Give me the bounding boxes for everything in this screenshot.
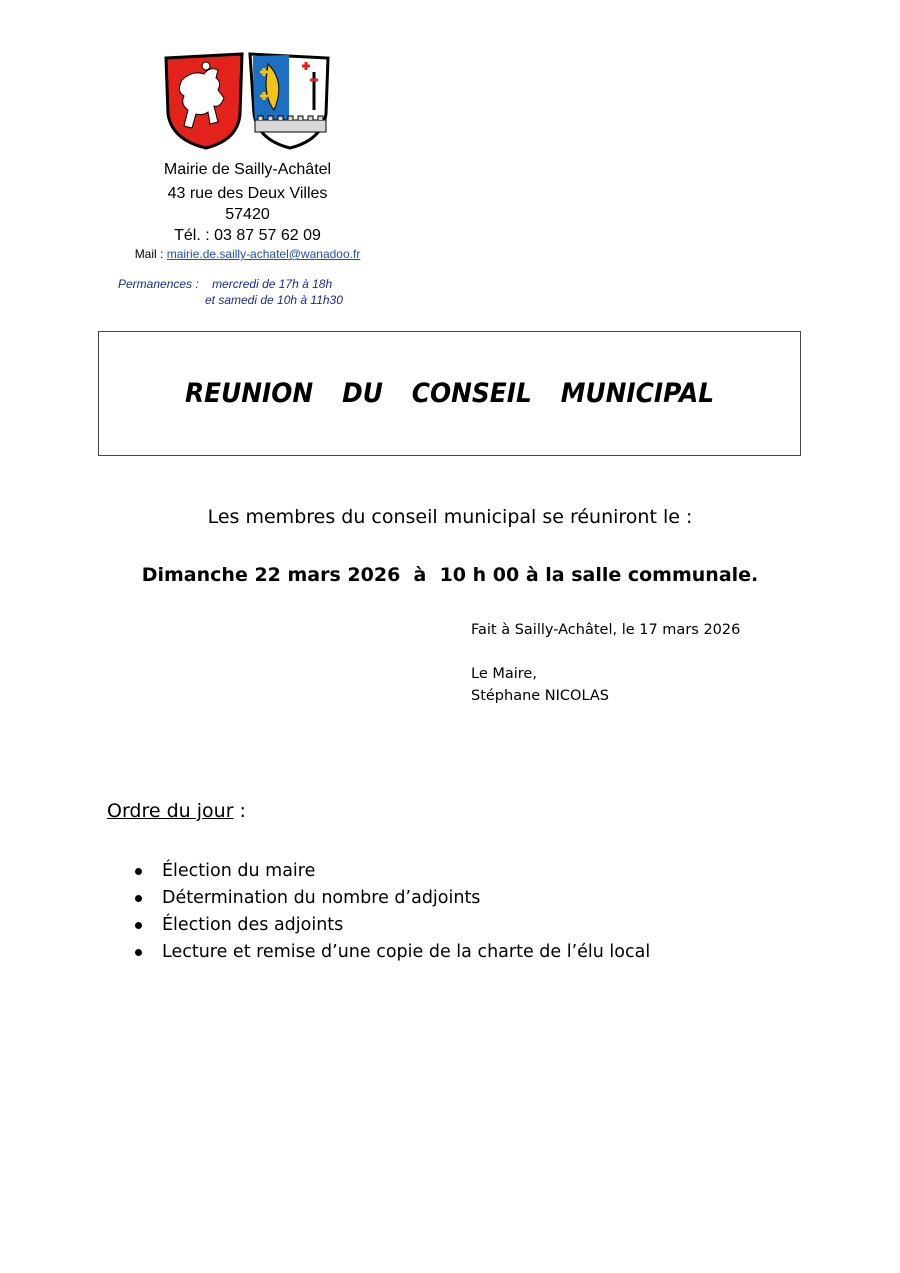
bullet-icon: [135, 949, 142, 956]
signature-role: Le Maire,: [471, 666, 537, 682]
agenda-item-label: Élection des adjoints: [162, 915, 344, 935]
fish-sword-shield-icon: [250, 54, 328, 148]
mairie-address: 43 rue des Deux Villes: [167, 185, 328, 202]
agenda-item-label: Lecture et remise d’une copie de la charte de l’élu local: [162, 942, 651, 962]
meeting-datetime: Dimanche 22 mars 2026 à 10 h 00 à la salle communale.: [141, 564, 759, 586]
lion-shield-icon: [166, 54, 242, 148]
permanences-wednesday: mercredi de 17h à 18h: [212, 277, 333, 291]
mairie-postal-code: 57420: [225, 206, 270, 223]
agenda-heading: [107, 800, 246, 822]
agenda-list: [133, 858, 650, 966]
meeting-intro: Les membres du conseil municipal se réuniront le :: [207, 506, 693, 528]
agenda-heading-label: Ordre du jour: [107, 800, 234, 822]
agenda-item-label: Détermination du nombre d’adjoints: [162, 888, 481, 908]
mairie-mail-line: [100, 246, 395, 262]
agenda-item: [133, 912, 650, 939]
signature-place-date: Fait à Sailly-Achâtel, le 17 mars 2026: [471, 622, 741, 638]
coat-of-arms-logo: [162, 52, 332, 152]
title-box: [98, 331, 801, 456]
permanences-saturday: et samedi de 10h à 11h30: [205, 293, 343, 307]
agenda-heading-colon: :: [233, 800, 246, 822]
permanences-label: Permanences :: [118, 277, 199, 291]
mairie-name: Mairie de Sailly-Achâtel: [163, 161, 332, 178]
mail-link[interactable]: mairie.de.sailly-achatel@wanadoo.fr: [166, 247, 361, 261]
permanences-line-1: [118, 277, 332, 291]
agenda-item-label: Élection du maire: [162, 861, 316, 881]
bullet-icon: [135, 922, 142, 929]
signature-name: Stéphane NICOLAS: [471, 688, 610, 704]
bullet-icon: [135, 895, 142, 902]
mairie-phone: Tél. : 03 87 57 62 09: [174, 227, 321, 244]
bullet-icon: [135, 868, 142, 875]
mail-label: Mail :: [134, 247, 164, 261]
agenda-item: [133, 939, 650, 966]
agenda-item: [133, 885, 650, 912]
agenda-item: [133, 858, 650, 885]
document-title: REUNION DU CONSEIL MUNICIPAL: [184, 378, 715, 409]
